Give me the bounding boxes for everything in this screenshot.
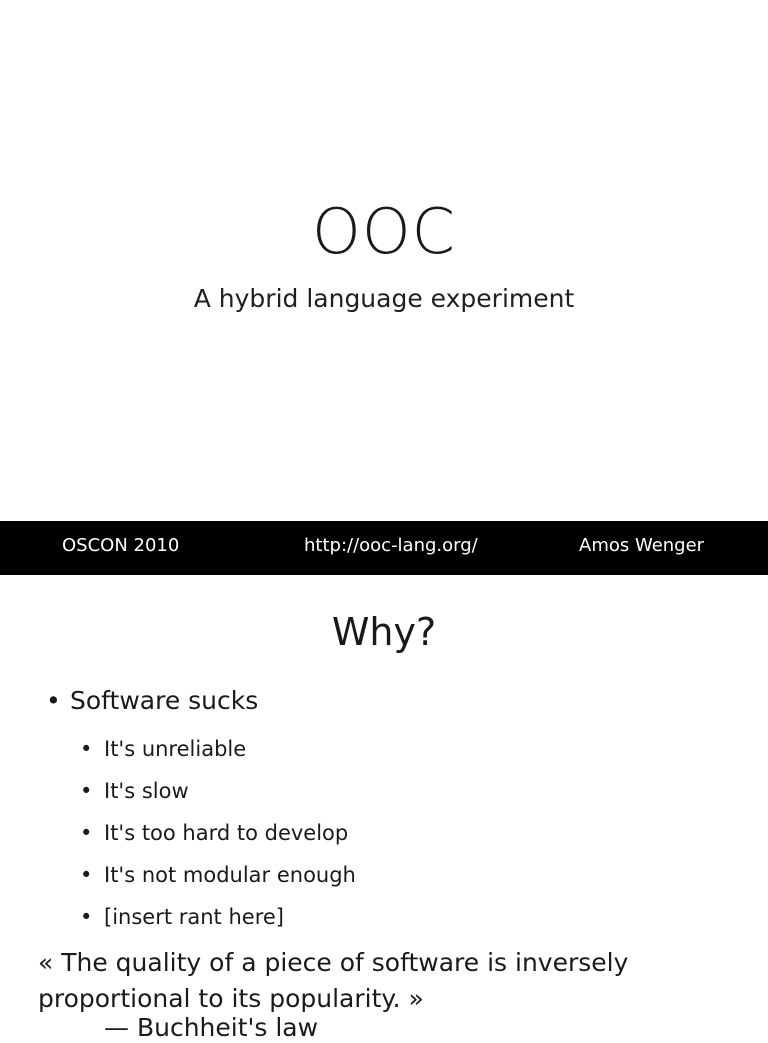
bullet-dot-icon: • bbox=[80, 821, 93, 845]
bullet-dot-icon: • bbox=[80, 737, 93, 761]
bullet-dot-icon: • bbox=[80, 779, 93, 803]
sub-bullet-text: It's too hard to develop bbox=[104, 821, 349, 845]
sub-bullet-text: [insert rant here] bbox=[104, 905, 284, 929]
slide-heading: Why? bbox=[331, 610, 437, 654]
bullet-dot-icon: • bbox=[80, 905, 93, 929]
bullet-item bbox=[46, 685, 258, 717]
footer-author: Amos Wenger bbox=[579, 535, 705, 556]
sub-bullet-item bbox=[80, 902, 284, 932]
quote-text: « The quality of a piece of software is inversely proportional to its popularity. » bbox=[38, 948, 629, 1013]
sub-bullet-text: It's unreliable bbox=[104, 737, 247, 761]
slide-footer bbox=[0, 521, 768, 575]
sub-bullet-item bbox=[80, 860, 356, 890]
sub-bullet-text: It's not modular enough bbox=[104, 863, 356, 887]
sub-bullet-item bbox=[80, 734, 246, 764]
bullet-dot-icon: • bbox=[46, 686, 61, 715]
why-slide bbox=[0, 575, 768, 1042]
sub-bullet-text: It's slow bbox=[104, 779, 189, 803]
footer-url: http://ooc-lang.org/ bbox=[304, 535, 478, 556]
quote-attribution: — Buchheit's law bbox=[104, 1013, 319, 1042]
sub-bullet-item bbox=[80, 776, 189, 806]
bullet-dot-icon: • bbox=[80, 863, 93, 887]
bullet-text: Software sucks bbox=[70, 686, 259, 715]
slide-title: OOC bbox=[312, 195, 456, 268]
title-slide bbox=[0, 0, 768, 521]
slide-subtitle: A hybrid language experiment bbox=[193, 284, 575, 313]
footer-event: OSCON 2010 bbox=[62, 535, 180, 556]
sub-bullet-item bbox=[80, 818, 348, 848]
